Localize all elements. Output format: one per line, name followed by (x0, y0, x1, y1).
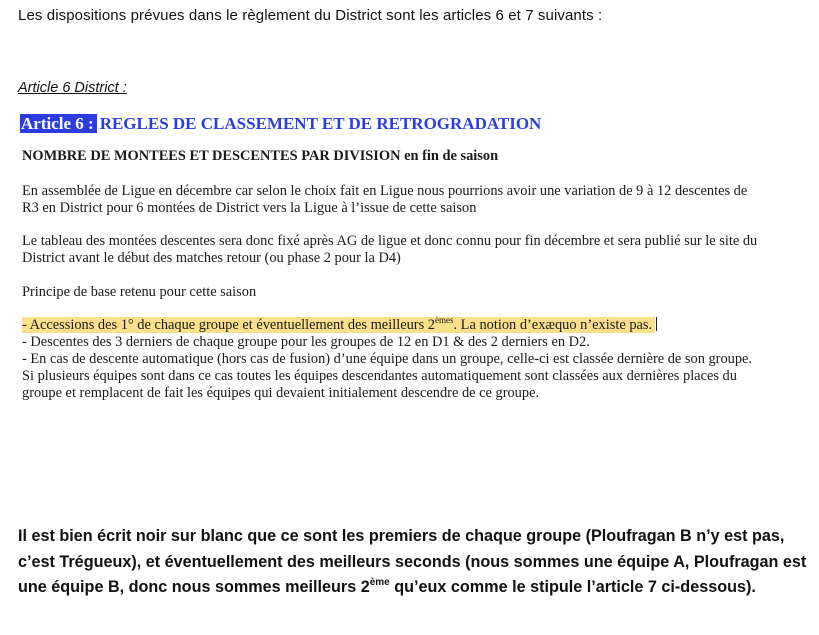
conclusion-part-a: Il est bien écrit noir sur blanc que ce sont les premiers de chaque groupe (Ploufragan B n’y est pas, c’est Trégueux), et éventuellement des meilleurs seconds (nous sommes une équipe A, Ploufragan est une équipe B, donc nous sommes meilleurs 2 (18, 527, 807, 596)
highlighted-rule (22, 317, 655, 333)
article-subheading-main: NOMBRE DE MONTEES ET DESCENTES PAR DIVISION (22, 148, 401, 164)
article-subheading-tail: en fin de saison (404, 148, 499, 164)
rule-descents: - Descentes des 3 derniers de chaque groupe pour les groupes de 12 en D1 & des 2 derniers en D2. (22, 334, 590, 350)
rules-list (22, 317, 765, 402)
paragraph-table: Le tableau des montées descentes sera donc fixé après AG de ligue et donc connu pour fin décembre et sera publié sur le site du District avant le début des matches retour (ou phase 2 pour la D4) (22, 233, 758, 266)
paragraph-assembly: En assemblée de Ligue en décembre car selon le choix fait en Ligue nous pourrions avoir une variation de 9 à 12 descentes de R3 en District pour 6 montées de District vers la Ligue à l’issue de cette saison (22, 183, 748, 216)
rule-accessions-text: - Accessions des 1° de chaque groupe et éventuellement des meilleurs 2 (22, 317, 435, 333)
article-excerpt (20, 115, 765, 402)
rule-accessions-tail: . La notion d’exæquo n’existe pas. (453, 317, 653, 333)
article-subheading (22, 148, 765, 165)
rule-accessions-sup: èmes (434, 315, 454, 325)
article-heading (20, 115, 765, 132)
text-cursor (656, 317, 657, 331)
conclusion-sup: ème (369, 577, 390, 588)
article-label: Article 6 District : (18, 80, 127, 96)
intro-text: Les dispositions prévues dans le règlement du District sont les articles 6 et 7 suivants : (18, 7, 603, 24)
rule-accessions (22, 317, 765, 334)
article-heading-title: REGLES DE CLASSEMENT ET DE RETROGRADATION (99, 114, 542, 133)
article-heading-label: Article 6 : (20, 114, 97, 133)
paragraph-principle: Principe de base retenu pour cette saison (22, 284, 257, 300)
rule-automatic-descent: - En cas de descente automatique (hors cas de fusion) d’une équipe dans un groupe, celle-ci est classée dernière de son groupe. Si plusieurs équipes sont dans ce cas toutes les équipes descendantes automatiquement sont classées aux dernières places du groupe et remplacent de fait les équipes qui devaient initialement descendre de ce groupe. (22, 351, 753, 401)
conclusion-text (18, 524, 818, 601)
conclusion-part-b: qu’eux comme le stipule l’article 7 ci-dessous). (389, 578, 756, 596)
